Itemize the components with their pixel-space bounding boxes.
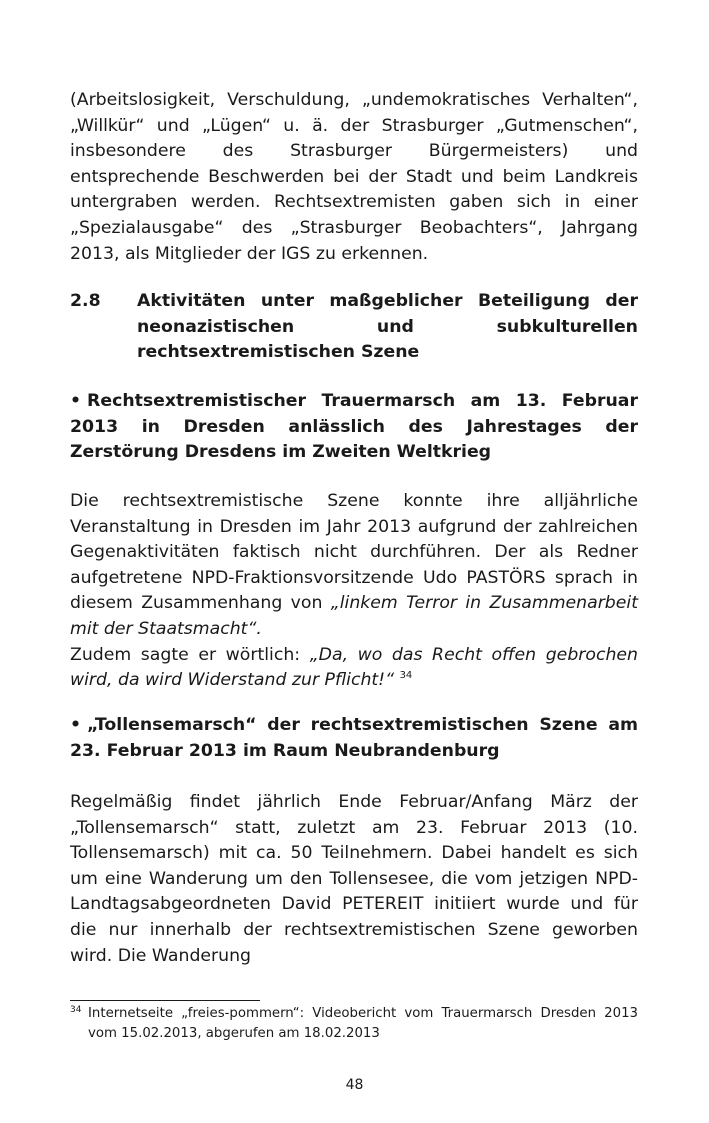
bullet-icon: • bbox=[70, 391, 82, 411]
subsection-heading-tollensemarsch bbox=[70, 713, 638, 764]
footnote-divider bbox=[70, 1000, 260, 1001]
footnote-reference[interactable]: 34 bbox=[399, 670, 413, 682]
subsection-heading-dresden bbox=[70, 389, 638, 466]
quote-linkem-terror: „linkem Terror in Zusammenarbeit mit der Staatsmacht“. bbox=[70, 593, 638, 639]
paragraph-dresden bbox=[70, 489, 638, 694]
page-number: 48 bbox=[345, 1077, 364, 1093]
paragraph-dresden-intro: Die rechtsextremistische Szene konnte ihre alljährliche Veranstaltung in Dresden im Jahr 2013 aufgrund der zahlreichen Gegenaktivitäten faktisch nicht durchführen. Der als Redner aufgetretene NPD-Fraktionsvorsitzende Udo PASTÖRS sprach in diesem Zusammenhang von bbox=[70, 491, 638, 614]
subsection-title-tollensemarsch: „Tollensemarsch“ der rechtsextremistischen Szene am 23. Februar 2013 im Raum Neubrandenburg bbox=[70, 715, 638, 761]
section-number: 2.8 bbox=[70, 291, 101, 311]
footnote-text: Internetseite „freies-pommern“: Videobericht vom Trauermarsch Dresden 2013 vom 15.02.2013, abgerufen am 18.02.2013 bbox=[88, 1006, 638, 1041]
paragraph-tollensemarsch: Regelmäßig findet jährlich Ende Februar/Anfang März der „Tollensemarsch“ statt, zuletzt am 23. Februar 2013 (10. Tollensemarsch) mit ca. 50 Teilnehmern. Dabei handelt es sich um eine Wanderung um den Tollensesee, die vom jetzigen NPD-Landtagsabgeordneten David PETEREIT initiiert wurde und für die nur innerhalb der rechtsextremistischen Szene geworben wird. Die Wanderung bbox=[70, 792, 638, 966]
footnote: 34 Internetseite „freies-pommern“: Videobericht vom Trauermarsch Dresden 2013 vom 15.02.2013, abgerufen am 18.02.2013 bbox=[70, 1004, 638, 1041]
section-title: Aktivitäten unter maßgeblicher Beteiligung der neonazistischen und subkulturellen rechtsextremistischen Szene bbox=[137, 291, 638, 363]
paragraph-dresden-line2: Zudem sagte er wörtlich: bbox=[70, 644, 310, 665]
quote-widerstand: „Da, wo das Recht offen gebrochen wird, da wird Widerstand zur Pflicht!“ bbox=[70, 644, 638, 691]
paragraph-igs: (Arbeitslosigkeit, Verschuldung, „undemokratisches Verhalten“, „Willkür“ und „Lügen“ u. ä. der Strasburger „Gutmenschen“, insbesondere des Strasburger Bürgermeisters) und entsprechende Beschwerden bei der Stadt und beim Landkreis untergraben werden. Rechtsextremisten gaben sich in einer „Spezialausgabe“ des „Strasburger Beobachters“, Jahrgang 2013, als Mitglieder der IGS zu erkennen. bbox=[70, 90, 638, 264]
bullet-icon: • bbox=[70, 715, 82, 735]
subsection-title-dresden: Rechtsextremistischer Trauermarsch am 13. Februar 2013 in Dresden anlässlich des Jahrestages der Zerstörung Dresdens im Zweiten Weltkrieg bbox=[70, 391, 638, 463]
